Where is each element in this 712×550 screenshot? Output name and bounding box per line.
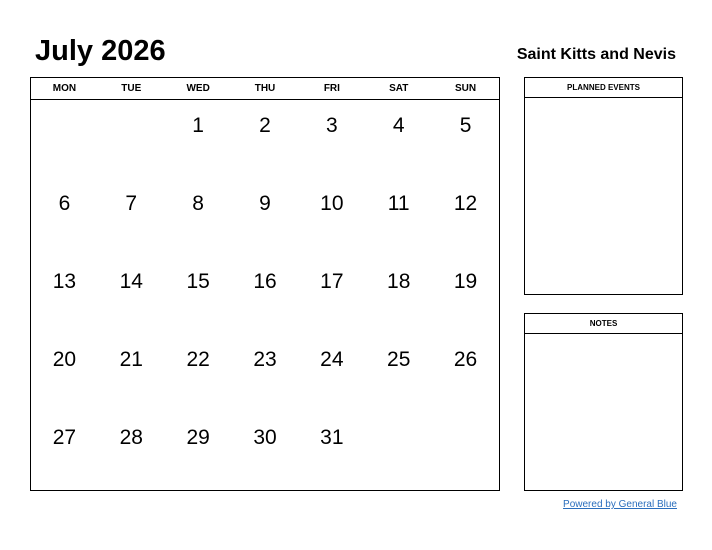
weekday-sun: SUN <box>455 83 477 94</box>
day-cell <box>165 178 232 256</box>
day-cell <box>98 256 165 334</box>
day-number: 21 <box>119 348 143 371</box>
weekday-sat: SAT <box>389 83 409 94</box>
day-cell <box>98 100 165 178</box>
planned-events-box <box>524 77 683 295</box>
notes-box <box>524 313 683 491</box>
day-number: 20 <box>52 348 77 371</box>
day-number: 27 <box>52 426 77 449</box>
day-number: 17 <box>320 270 344 293</box>
day-cell <box>298 178 365 256</box>
day-cell <box>298 334 365 412</box>
day-cell <box>31 256 98 334</box>
day-number: 2 <box>259 114 271 137</box>
day-number: 24 <box>320 348 344 371</box>
day-cell <box>298 412 365 490</box>
weekday-tue: TUE <box>121 83 142 94</box>
day-number: 6 <box>58 192 71 215</box>
day-number: 4 <box>392 114 405 137</box>
day-cell <box>232 100 299 178</box>
weekday-thu: THU <box>254 83 276 94</box>
day-cell <box>232 178 299 256</box>
day-number: 31 <box>320 426 344 449</box>
day-cell <box>432 256 499 334</box>
day-grid <box>31 100 499 490</box>
country-label: Saint Kitts and Nevis <box>516 46 676 63</box>
day-cell <box>232 412 299 490</box>
day-number: 18 <box>387 270 411 293</box>
day-cell <box>31 334 98 412</box>
day-number: 8 <box>192 192 204 215</box>
weekday-header-row <box>31 78 499 100</box>
weekday-wed: WED <box>186 83 210 94</box>
day-cell <box>98 334 165 412</box>
page-title: July 2026 <box>35 35 166 67</box>
notes-title: NOTES <box>525 314 682 334</box>
day-cell <box>165 412 232 490</box>
day-cell <box>365 100 432 178</box>
planned-events-title: PLANNED EVENTS <box>525 78 682 98</box>
day-cell <box>98 412 165 490</box>
day-cell <box>31 412 98 490</box>
day-number: 9 <box>259 192 271 215</box>
day-cell <box>298 100 365 178</box>
day-cell <box>165 256 232 334</box>
day-number: 19 <box>453 270 478 293</box>
day-number: 7 <box>125 192 138 215</box>
day-cell <box>365 412 432 490</box>
month-calendar <box>30 77 500 491</box>
day-number: 22 <box>186 348 210 371</box>
day-cell <box>365 178 432 256</box>
day-number: 13 <box>52 270 77 293</box>
day-cell <box>432 178 499 256</box>
day-number: 30 <box>253 426 277 449</box>
day-cell <box>165 334 232 412</box>
day-number: 1 <box>192 114 204 137</box>
day-cell <box>98 178 165 256</box>
day-number: 5 <box>459 114 472 137</box>
day-number: 3 <box>326 114 338 137</box>
weekday-fri: FRI <box>323 83 340 94</box>
day-cell <box>432 334 499 412</box>
day-number: 23 <box>253 348 277 371</box>
day-number: 15 <box>186 270 210 293</box>
day-number: 10 <box>320 192 344 215</box>
day-number: 12 <box>453 192 478 215</box>
day-number: 14 <box>119 270 143 293</box>
day-number: 28 <box>119 426 143 449</box>
day-cell <box>31 178 98 256</box>
day-number: 25 <box>387 348 411 371</box>
day-number: 16 <box>253 270 277 293</box>
day-cell <box>365 334 432 412</box>
powered-by-link[interactable]: Powered by General Blue <box>563 499 677 510</box>
day-cell <box>365 256 432 334</box>
day-cell <box>232 334 299 412</box>
day-number: 29 <box>186 426 210 449</box>
day-cell <box>432 412 499 490</box>
day-cell <box>298 256 365 334</box>
day-number: 26 <box>453 348 478 371</box>
day-cell <box>432 100 499 178</box>
day-cell <box>232 256 299 334</box>
day-number: 11 <box>387 192 410 215</box>
day-cell <box>31 100 98 178</box>
day-cell <box>165 100 232 178</box>
weekday-mon: MON <box>52 83 77 94</box>
